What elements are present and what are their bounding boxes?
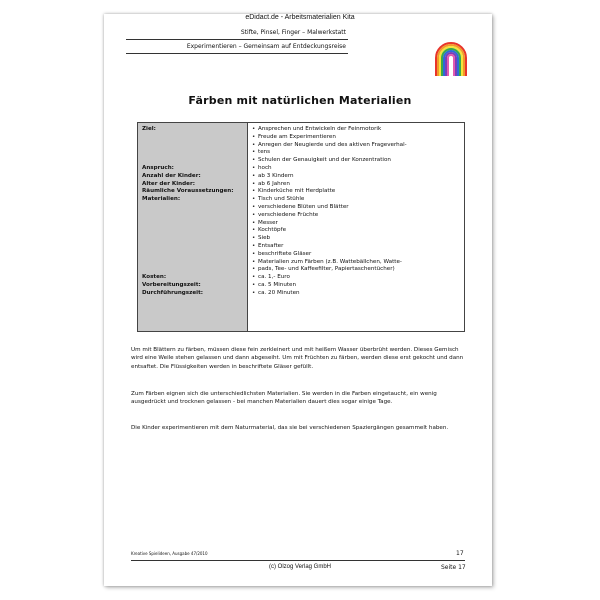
table-row-value: • beschriftete Gläser	[252, 251, 464, 259]
header-topic: Experimentieren – Gemeinsam auf Entdeckungsreise	[126, 40, 348, 54]
table-row-value: • ca. 20 Minuten	[252, 290, 464, 298]
table-row-label: Räumliche Voraussetzungen:	[142, 188, 234, 195]
table-row-value: • Freude am Experimentieren	[252, 134, 464, 142]
document-title: Färben mit natürlichen Materialien	[188, 94, 412, 107]
table-row-value: • Sieb	[252, 235, 464, 243]
table-row-value: • Messer	[252, 220, 464, 228]
table-row-spacer	[138, 220, 247, 228]
table-row-label: Anspruch:	[142, 164, 174, 171]
table-row-value: • verschiedene Früchte	[252, 212, 464, 220]
table-row-label: Vorbereitungszeit:	[142, 281, 201, 288]
table-row-value: • verschiedene Blüten und Blätter	[252, 204, 464, 212]
header-block	[126, 26, 348, 54]
paragraph-2: Zum Färben eignen sich die unterschiedlichsten Materialien. Sie werden in die Farben eingetaucht, ein wenig ausgedrückt und trocknen gelassen - bei manchen Materialien dauert dies sogar einige Tage.	[131, 391, 437, 406]
footer-divider	[131, 560, 465, 561]
rainbow-logo-icon	[434, 38, 468, 76]
footer-edition: Kreative Spielideen, Ausgabe 47/2010	[131, 551, 208, 556]
table-row-spacer	[138, 259, 247, 267]
table-row-value: • ca. 5 Minuten	[252, 282, 464, 290]
table-row-value: • ca. 1,- Euro	[252, 274, 464, 282]
table-row-value: • Tisch und Stühle	[252, 196, 464, 204]
footer-page-number: 17	[456, 550, 464, 557]
table-row-value: • Anregen der Neugierde und des aktiven Frageverhal-	[252, 142, 464, 150]
footer-seite: Seite 17	[441, 564, 466, 571]
table-row-value: • Kochtöpfe	[252, 227, 464, 235]
info-table-labels	[138, 123, 248, 331]
table-row-spacer	[138, 266, 247, 274]
info-table	[137, 122, 465, 332]
site-header: eDidact.de - Arbeitsmaterialien Kita	[245, 14, 355, 21]
table-row-spacer	[138, 204, 247, 212]
table-row-value: • Materialien zum Färben (z.B. Wattebällchen, Watte-	[252, 259, 464, 267]
table-row-label: Ziel:	[142, 126, 156, 132]
paragraph-1: Um mit Blättern zu färben, müssen diese fein zerkleinert und mit heißem Wasser überbrüht werden. Dieses Gemisch wird eine Weile stehen gelassen und dann abgeseiht. Um mit Früchten zu färben, werden diese erst gekocht und dann entsaftet. Die Flüssigkeiten werden in beschriftete Gläser gefüllt.	[131, 347, 464, 370]
table-row-spacer	[138, 235, 247, 243]
table-row-value: • pads, Tee- und Kaffeefilter, Papiertaschentücher)	[252, 266, 464, 274]
info-table-values	[248, 123, 464, 331]
table-row-value: • ab 3 Kindern	[252, 173, 464, 181]
table-row-value: • hoch	[252, 165, 464, 173]
header-subject: Stifte, Pinsel, Finger – Malwerkstatt	[126, 26, 348, 40]
table-row-spacer	[138, 142, 247, 150]
footer-copyright: (c) Olzog Verlag GmbH	[268, 564, 332, 570]
paragraph-3: Die Kinder experimentieren mit dem Naturmaterial, das sie bei verschiedenen Spaziergängen gesammelt haben.	[131, 425, 449, 431]
table-row-label: Durchführungszeit:	[142, 289, 204, 296]
table-row-spacer	[138, 251, 247, 259]
table-row-label: Materialien:	[142, 196, 181, 203]
table-row-value: • Ansprechen und Entwickeln der Feinmotorik	[252, 126, 464, 134]
table-row-spacer	[138, 243, 247, 251]
table-row-spacer	[138, 157, 247, 165]
table-row-value: • Kinderküche mit Herdplatte	[252, 188, 464, 196]
table-row-label: Alter der Kinder:	[142, 180, 195, 187]
table-row-value: • ab 6 Jahren	[252, 181, 464, 189]
table-row-value: • tens	[252, 149, 464, 157]
table-row-spacer	[138, 134, 247, 142]
table-row-value: • Entsafter	[252, 243, 464, 251]
table-row-label: Anzahl der Kinder:	[142, 172, 201, 179]
table-row-spacer	[138, 227, 247, 235]
table-row-spacer	[138, 149, 247, 157]
table-row-label: Kosten:	[142, 274, 167, 281]
table-row-value: • Schulen der Genauigkeit und der Konzentration	[252, 157, 464, 165]
rainbow-arc	[448, 55, 454, 76]
table-row-spacer	[138, 212, 247, 220]
